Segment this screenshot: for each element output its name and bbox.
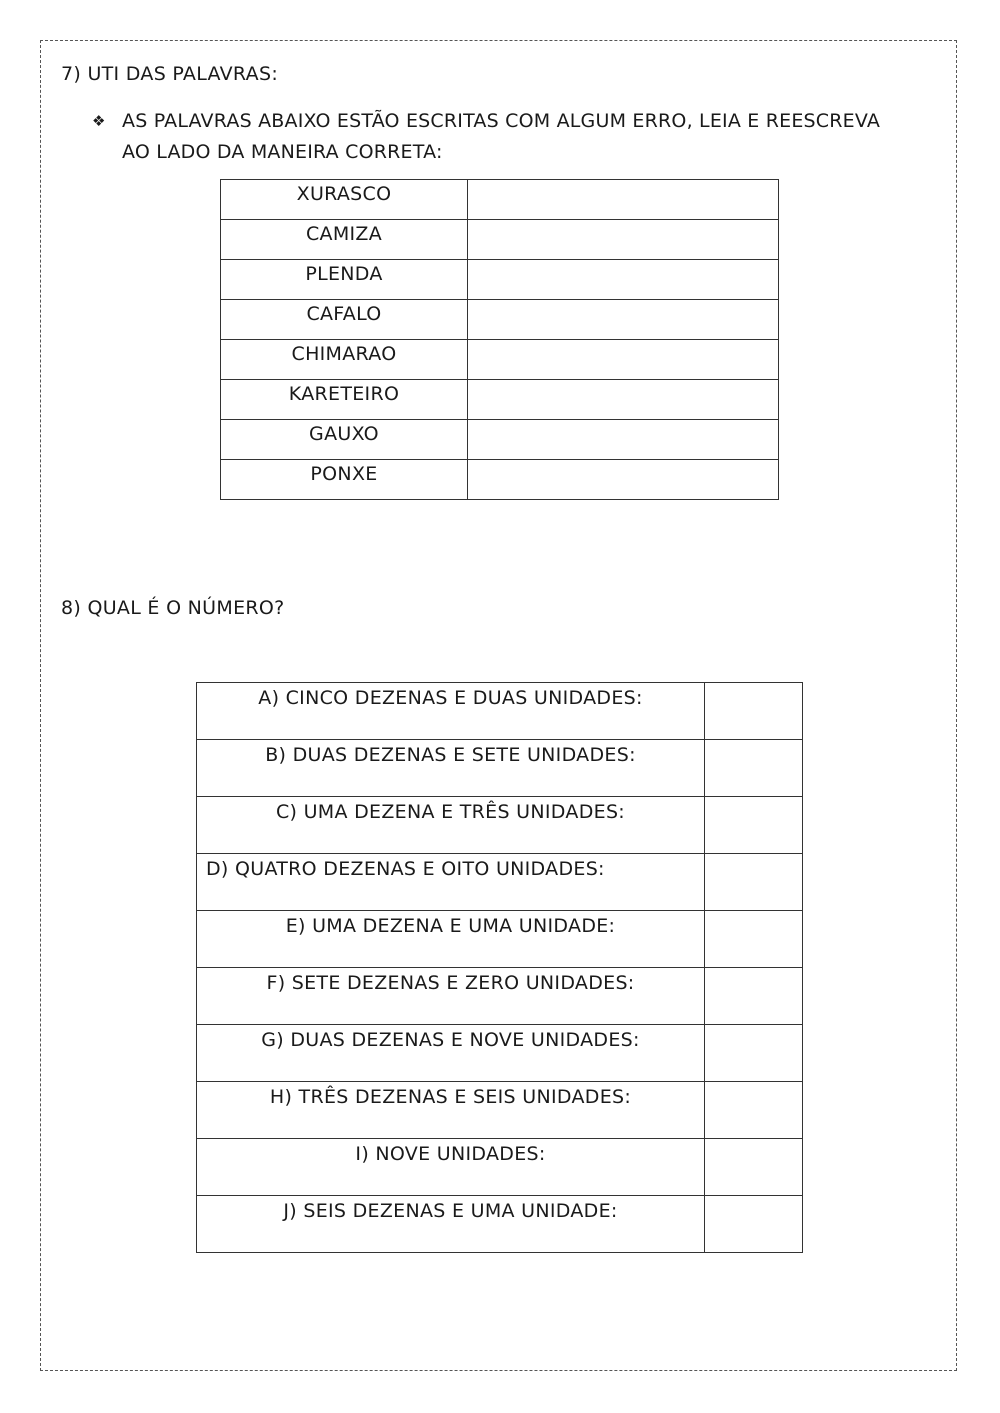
correction-field[interactable] (468, 260, 779, 300)
table-row (221, 300, 779, 340)
table-row (197, 968, 803, 1025)
answer-field[interactable] (705, 854, 803, 911)
table-row (221, 340, 779, 380)
table-row (197, 740, 803, 797)
correction-field[interactable] (468, 340, 779, 380)
number-prompt: J) SEIS DEZENAS E UMA UNIDADE: (197, 1196, 705, 1253)
answer-field[interactable] (705, 683, 803, 740)
answer-field[interactable] (705, 1196, 803, 1253)
answer-field[interactable] (705, 740, 803, 797)
answer-field[interactable] (705, 797, 803, 854)
misspelled-word: KARETEIRO (221, 380, 468, 420)
answer-field[interactable] (705, 968, 803, 1025)
table-row (197, 1196, 803, 1253)
misspelled-word: PONXE (221, 460, 468, 500)
answer-field[interactable] (705, 911, 803, 968)
table-row (221, 220, 779, 260)
number-prompt: F) SETE DEZENAS E ZERO UNIDADES: (197, 968, 705, 1025)
diamond-bullet-icon: ❖ (92, 112, 106, 130)
table-row (197, 1082, 803, 1139)
table-row (197, 911, 803, 968)
misspelled-word: XURASCO (221, 180, 468, 220)
table-row (197, 1025, 803, 1082)
correction-field[interactable] (468, 420, 779, 460)
number-prompt: C) UMA DEZENA E TRÊS UNIDADES: (197, 797, 705, 854)
table-row (197, 797, 803, 854)
table-row (197, 1139, 803, 1196)
number-prompt: D) QUATRO DEZENAS E OITO UNIDADES: (197, 854, 705, 911)
answer-field[interactable] (705, 1139, 803, 1196)
number-questions-table (196, 682, 803, 1253)
instruction-line-2: AO LADO DA MANEIRA CORRETA: (122, 141, 443, 163)
correction-field[interactable] (468, 220, 779, 260)
instruction-line-1: AS PALAVRAS ABAIXO ESTÃO ESCRITAS COM ALGUM ERRO, LEIA E REESCREVA (122, 110, 881, 132)
misspelled-word: CHIMARAO (221, 340, 468, 380)
number-prompt: I) NOVE UNIDADES: (197, 1139, 705, 1196)
table-row (197, 854, 803, 911)
table-row (221, 180, 779, 220)
misspelled-word: CAFALO (221, 300, 468, 340)
question-7-title: 7) UTI DAS PALAVRAS: (61, 63, 279, 85)
answer-field[interactable] (705, 1025, 803, 1082)
question-8-title: 8) QUAL É O NÚMERO? (61, 597, 285, 619)
misspelled-word: PLENDA (221, 260, 468, 300)
number-prompt: G) DUAS DEZENAS E NOVE UNIDADES: (197, 1025, 705, 1082)
misspelled-words-table (220, 179, 779, 500)
table-row (221, 380, 779, 420)
correction-field[interactable] (468, 180, 779, 220)
correction-field[interactable] (468, 460, 779, 500)
table-row (221, 260, 779, 300)
number-prompt: A) CINCO DEZENAS E DUAS UNIDADES: (197, 683, 705, 740)
correction-field[interactable] (468, 300, 779, 340)
question-7-instruction (92, 106, 952, 168)
number-prompt: E) UMA DEZENA E UMA UNIDADE: (197, 911, 705, 968)
number-prompt: B) DUAS DEZENAS E SETE UNIDADES: (197, 740, 705, 797)
table-row (221, 460, 779, 500)
misspelled-word: GAUXO (221, 420, 468, 460)
table-row (221, 420, 779, 460)
number-prompt: H) TRÊS DEZENAS E SEIS UNIDADES: (197, 1082, 705, 1139)
answer-field[interactable] (705, 1082, 803, 1139)
table-row (197, 683, 803, 740)
correction-field[interactable] (468, 380, 779, 420)
misspelled-word: CAMIZA (221, 220, 468, 260)
